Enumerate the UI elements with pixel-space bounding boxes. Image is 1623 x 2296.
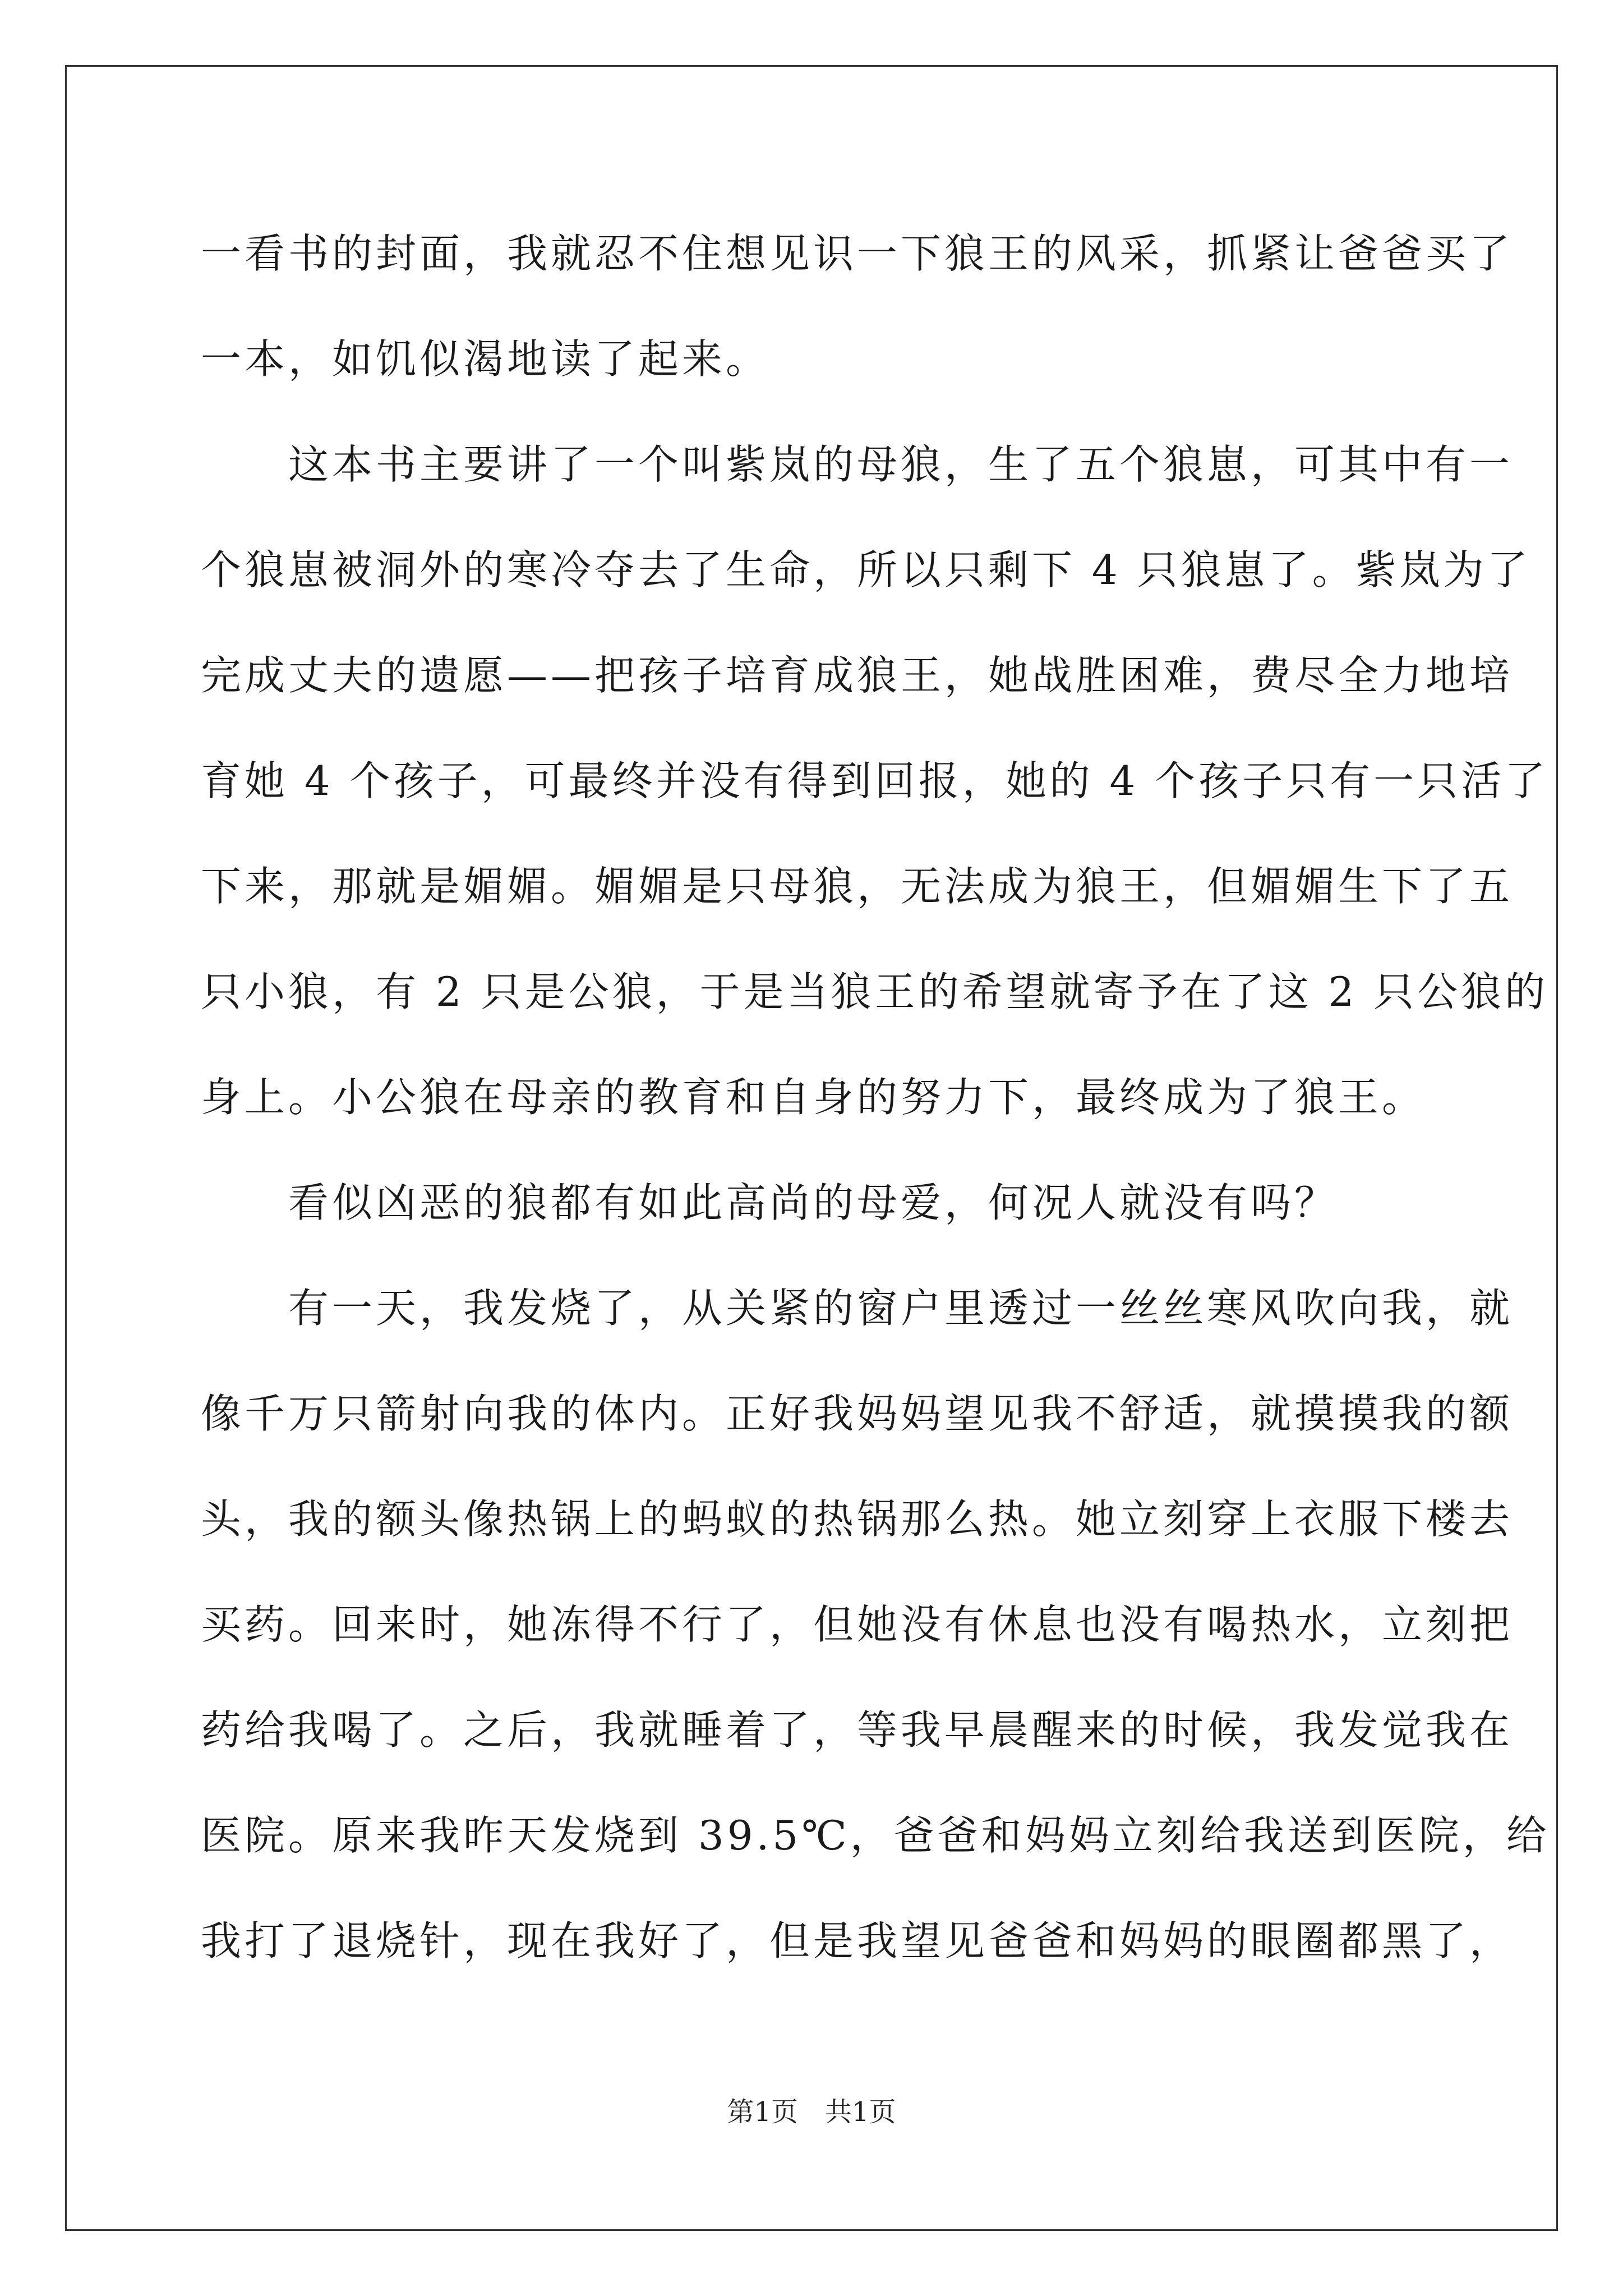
text-line: 药给我喝了。之后，我就睡着了，等我早晨醒来的时候，我发觉我在 bbox=[201, 1706, 1514, 1754]
text-line: 医院。原来我昨天发烧到 39.5℃，爸爸和妈妈立刻给我送到医院，给 bbox=[201, 1812, 1550, 1859]
text-line: 一本，如饥似渴地读了起来。 bbox=[201, 335, 770, 383]
essay-body bbox=[201, 201, 1550, 1994]
text-line: 头，我的额头像热锅上的蚂蚁的热锅那么热。她立刻穿上衣服下楼去 bbox=[201, 1496, 1514, 1543]
text-line: 买药。回来时，她冻得不行了，但她没有休息也没有喝热水，立刻把 bbox=[201, 1601, 1514, 1648]
text-line: 育她 4 个孩子，可最终并没有得到回报，她的 4 个孩子只有一只活了 bbox=[201, 757, 1549, 804]
text-line: 我打了退烧针，现在我好了，但是我望见爸爸和妈妈的眼圈都黑了， bbox=[201, 1917, 1514, 1964]
text-line: 个狼崽被洞外的寒冷夺去了生命，所以只剩下 4 只狼崽了。紫岚为了 bbox=[201, 546, 1531, 593]
page-footer: 第1页 共1页 bbox=[727, 2096, 896, 2128]
text-line: 只小狼，有 2 只是公狼，于是当狼王的希望就寄予在了这 2 只公狼的 bbox=[201, 968, 1549, 1015]
text-line: 完成丈夫的遗愿——把孩子培育成狼王，她战胜困难，费尽全力地培 bbox=[201, 652, 1514, 699]
text-line: 像千万只箭射向我的体内。正好我妈妈望见我不舒适，就摸摸我的额 bbox=[201, 1390, 1514, 1437]
text-line: 身上。小公狼在母亲的教育和自身的努力下，最终成为了狼王。 bbox=[201, 1074, 1426, 1121]
text-line: 下来，那就是媚媚。媚媚是只母狼，无法成为狼王，但媚媚生下了五 bbox=[201, 863, 1514, 910]
text-line: 一看书的封面，我就忍不住想见识一下狼王的风采，抓紧让爸爸买了 bbox=[201, 230, 1514, 277]
text-line: 看似凶恶的狼都有如此高尚的母爱，何况人就没有吗？ bbox=[201, 1179, 1339, 1226]
text-line: 这本书主要讲了一个叫紫岚的母狼，生了五个狼崽，可其中有一 bbox=[201, 441, 1514, 488]
text-line: 有一天，我发烧了，从关紧的窗户里透过一丝丝寒风吹向我，就 bbox=[201, 1285, 1514, 1332]
